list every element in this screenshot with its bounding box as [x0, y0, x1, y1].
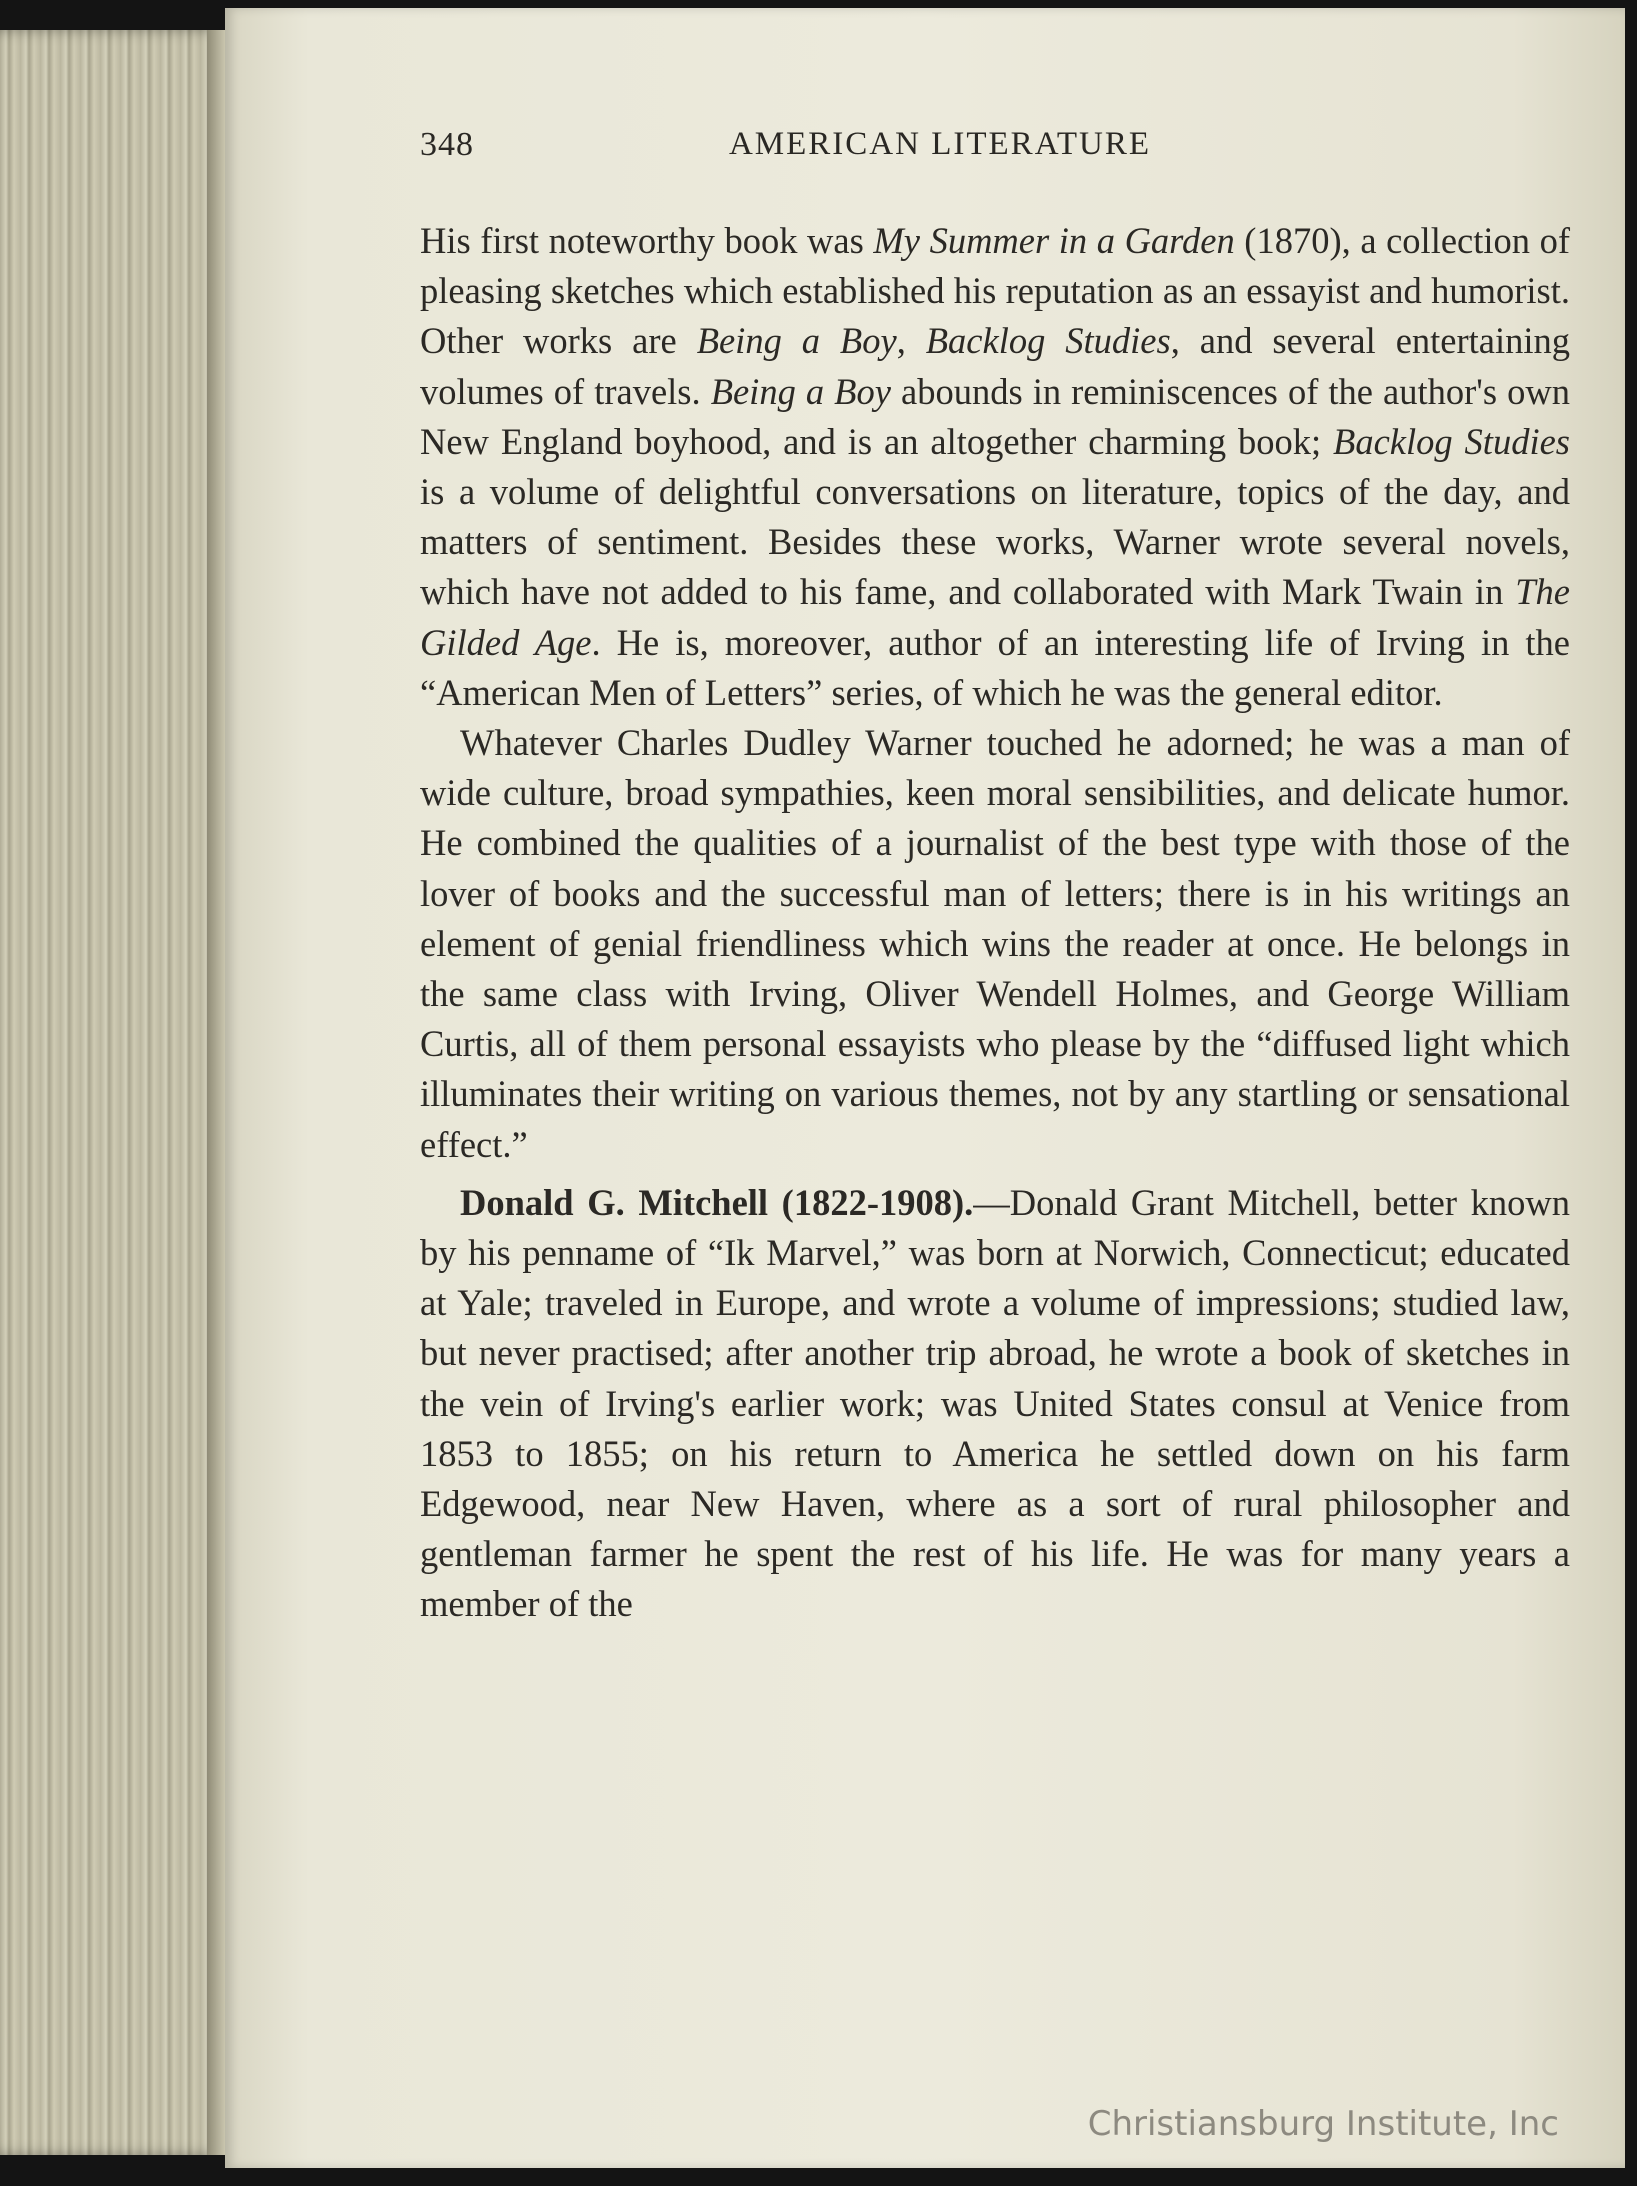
text-run: ,	[896, 320, 926, 362]
text-run: is a volume of delightful conversations on literature, topics of the day, and matters of sentiment. Besides these works, Warner wrote several novels, which have not added to his fame, and collaborated with Mark Twain in	[420, 471, 1570, 613]
running-head: AMERICAN LITERATURE	[728, 126, 1152, 162]
page-header	[420, 126, 1460, 176]
book-title: Being a Boy	[710, 370, 891, 412]
book-title: Being a Boy	[696, 320, 897, 362]
paragraph-warner-works	[420, 216, 1570, 718]
watermark: Christiansburg Institute, Inc	[1087, 2104, 1559, 2144]
book-title: My Summer in a Garden	[873, 220, 1235, 261]
book-page	[225, 8, 1625, 2168]
body-text	[420, 216, 1570, 1630]
book-title: The Gilded Age	[420, 571, 1570, 663]
text-run: (1870), a collection of pleasing sketches which established his reputation as an essayist and humorist. Other works are	[420, 220, 1570, 362]
text-run: . He is, moreover, author of an interesting life of Irving in the “American Men of Letters” series, of which he was the general editor.	[420, 621, 1570, 713]
section-heading: Donald G. Mitchell (1822-1908).	[460, 1181, 974, 1223]
book-title: Backlog Studies	[1333, 420, 1570, 462]
page-number: 348	[420, 126, 474, 163]
paragraph-warner-character: Whatever Charles Dudley Warner touched he adorned; he was a man of wide culture, broad sympathies, keen moral sensibilities, and delicate humor. He combined the qualities of a journalist of the best type with those of the lover of books and the successful man of letters; there is in his writings an element of genial friendliness which wins the reader at once. He belongs in the same class with Irving, Oliver Wendell Holmes, and George William Curtis, all of them personal essayists who please by the “diffused light which illuminates their writing on various themes, not by any startling or sensational effect.”	[420, 722, 1570, 1165]
paragraph-mitchell-bio	[420, 1178, 1570, 1630]
stacked-page-edges	[0, 30, 225, 2155]
text-run: His first noteworthy book was	[420, 220, 874, 261]
book-title: Backlog Studies	[925, 320, 1171, 362]
text-run: abounds in reminiscences of the author's own New England boyhood, and is an altogether charming book;	[420, 370, 1570, 462]
text-run: —Donald Grant Mitchell, better known by his penname of “Ik Marvel,” was born at Norwich, Connecticut; educated at Yale; traveled in Europe, and wrote a volume of impressions; studied law, but never practised; after another trip abroad, he wrote a book of sketches in the vein of Irving's earlier work; was United States consul at Venice from 1853 to 1855; on his return to America he settled down on his farm Edgewood, near New Haven, where as a sort of rural philosopher and gentleman farmer he spent the rest of his life. He was for many years a member of the	[420, 1181, 1570, 1625]
text-run: , and several entertaining volumes of travels.	[420, 320, 1571, 412]
